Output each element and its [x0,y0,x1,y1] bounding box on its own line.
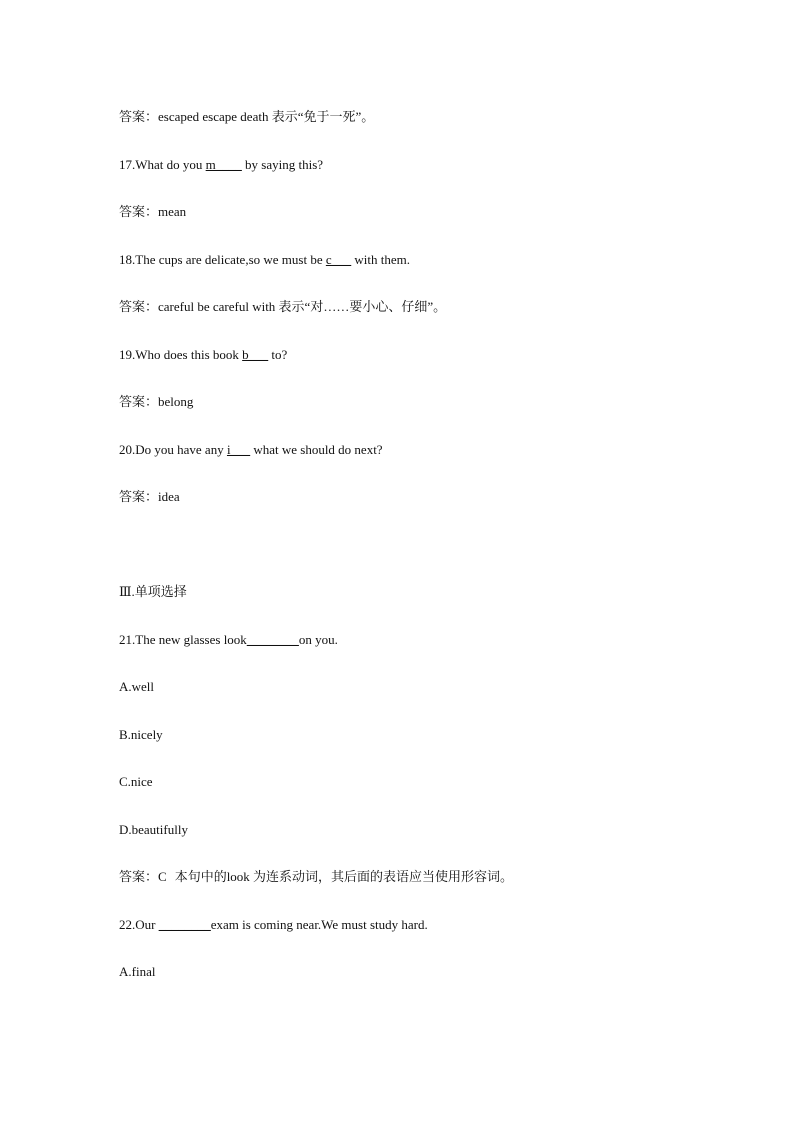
option-d [119,821,188,839]
question-text-post: on you. [298,632,338,647]
fill-blank: c___ [325,252,352,267]
section-title: Ⅲ.单项选择 [119,584,187,599]
answer-label: 答案： [119,394,159,409]
answer-label: 答案： [119,489,159,504]
question-text-pre: 21.The new glasses look [119,632,247,647]
option-text: B.nicely [119,727,163,742]
answer-text: idea [158,489,180,504]
answer-20 [119,488,180,506]
option-text: A.final [119,964,156,979]
answer-18 [119,298,446,316]
fill-blank: i___ [226,442,251,457]
question-text-pre: 17.What do you [119,157,206,172]
question-17 [119,156,323,174]
answer-text: belong [158,394,194,409]
question-text-post: with them. [351,252,410,267]
question-19 [119,346,287,364]
answer-label: 答案： [119,109,159,124]
question-21 [119,631,338,649]
question-text-pre: 20.Do you have any [119,442,227,457]
question-text-pre: 22.Our [119,917,159,932]
question-text-post: exam is coming near.We must study hard. [210,917,428,932]
answer-text: escaped escape death 表示“免于一死”。 [158,109,375,124]
fill-blank: ________ [246,632,299,647]
question-text-post: by saying this? [241,157,324,172]
fill-blank: m____ [205,157,242,172]
question-text-pre: 18.The cups are delicate,so we must be [119,252,326,267]
option-c [119,773,153,791]
option-b [119,726,163,744]
answer-text: careful be careful with 表示“对……要小心、仔细”。 [158,299,447,314]
answer-text: 本句中的look 为连系动词，其后面的表语应当使用形容词。 [174,869,514,884]
answer-text: mean [158,204,187,219]
answer-choice: C [158,869,167,884]
answer-label: 答案： [119,869,159,884]
answer-21 [119,868,513,886]
option-a [119,963,155,981]
answer-label: 答案： [119,204,159,219]
question-text-pre: 19.Who does this book [119,347,243,362]
option-text: D.beautifully [119,822,188,837]
question-text-post: to? [268,347,288,362]
question-text-post: what we should do next? [250,442,383,457]
answer-19 [119,393,193,411]
section-heading [119,583,187,601]
option-text: A.well [119,679,155,694]
option-text: C.nice [119,774,153,789]
answer-label: 答案： [119,299,159,314]
question-22 [119,916,428,934]
option-a [119,678,154,696]
fill-blank: b___ [242,347,269,362]
question-18 [119,251,410,269]
fill-blank: ________ [158,917,211,932]
answer-16 [119,108,374,126]
question-20 [119,441,383,459]
answer-17 [119,203,186,221]
